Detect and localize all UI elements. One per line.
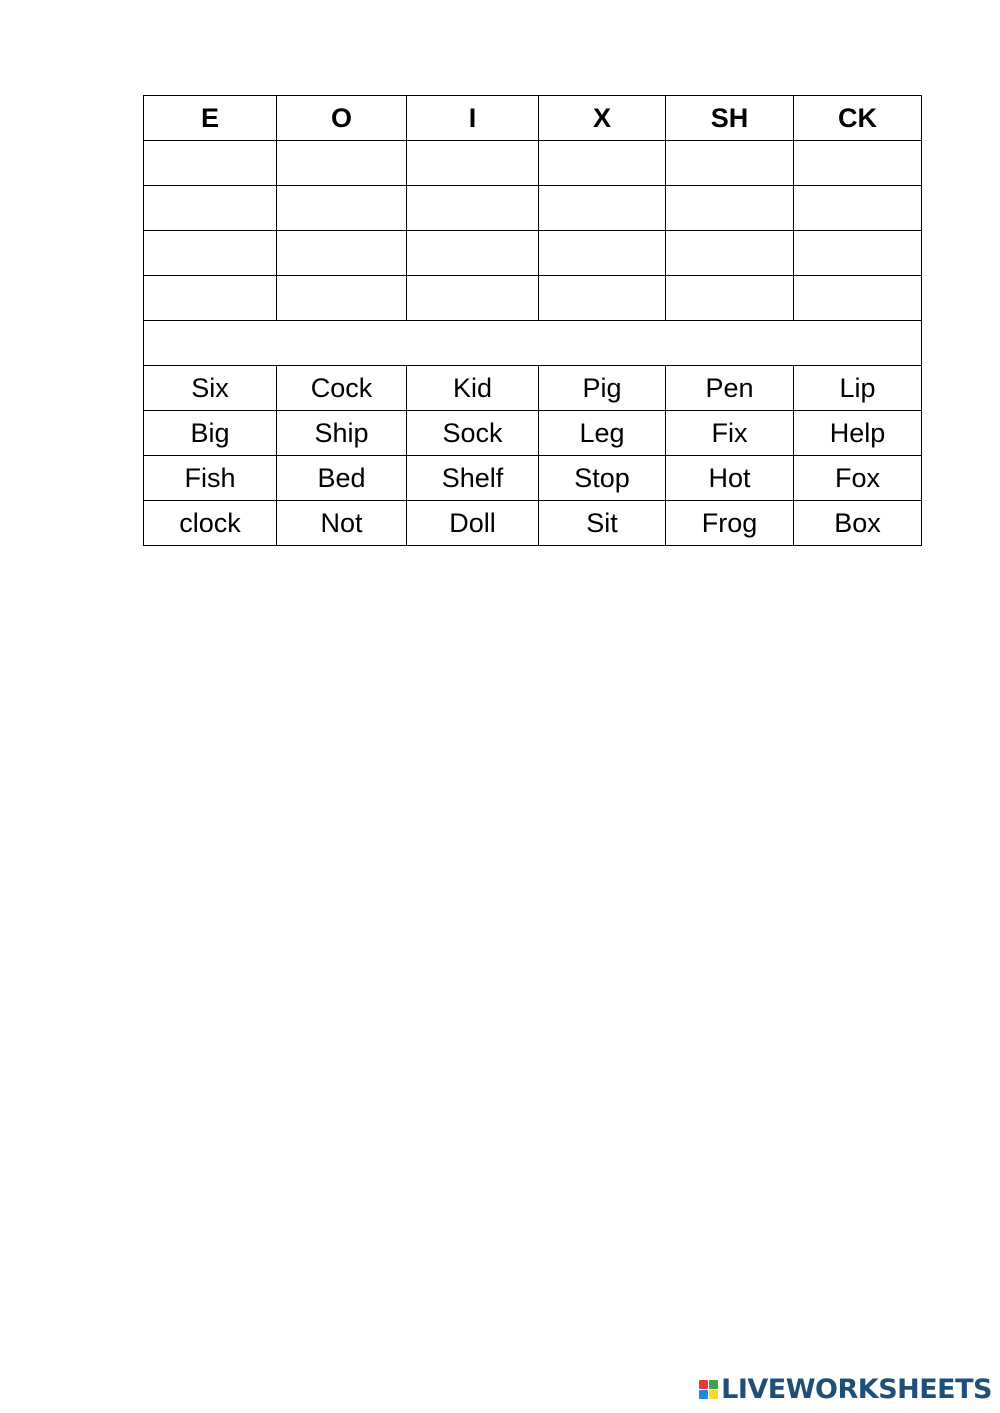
answer-row: [144, 276, 922, 321]
spacer-row: [144, 321, 922, 366]
answer-cell[interactable]: [144, 141, 277, 186]
word-row: [144, 501, 922, 546]
word-cell[interactable]: Not: [277, 501, 407, 546]
liveworksheets-logo-icon: [699, 1380, 718, 1399]
word-cell[interactable]: Bed: [277, 456, 407, 501]
answer-row: [144, 231, 922, 276]
answer-row: [144, 186, 922, 231]
column-header-x: X: [539, 96, 666, 141]
word-cell[interactable]: Cock: [277, 366, 407, 411]
column-header-ck: CK: [794, 96, 922, 141]
watermark-text: LIVEWORKSHEETS: [721, 1374, 992, 1405]
word-row: [144, 411, 922, 456]
word-cell[interactable]: Sit: [539, 501, 666, 546]
word-cell[interactable]: Doll: [407, 501, 539, 546]
word-cell[interactable]: Six: [144, 366, 277, 411]
answer-cell[interactable]: [407, 186, 539, 231]
header-row: [144, 96, 922, 141]
answer-cell[interactable]: [407, 231, 539, 276]
word-cell[interactable]: Fish: [144, 456, 277, 501]
answer-cell[interactable]: [277, 276, 407, 321]
liveworksheets-watermark: [699, 1374, 992, 1405]
column-header-o: O: [277, 96, 407, 141]
answer-row: [144, 141, 922, 186]
word-cell[interactable]: Ship: [277, 411, 407, 456]
answer-cell[interactable]: [539, 231, 666, 276]
answer-cell[interactable]: [539, 141, 666, 186]
column-header-sh: SH: [666, 96, 794, 141]
answer-cell[interactable]: [666, 141, 794, 186]
word-cell[interactable]: Frog: [666, 501, 794, 546]
answer-cell[interactable]: [794, 186, 922, 231]
answer-cell[interactable]: [407, 276, 539, 321]
answer-cell[interactable]: [666, 186, 794, 231]
answer-cell[interactable]: [794, 231, 922, 276]
word-cell[interactable]: Shelf: [407, 456, 539, 501]
word-cell[interactable]: Fix: [666, 411, 794, 456]
spacer-cell: [144, 321, 922, 366]
answer-cell[interactable]: [666, 276, 794, 321]
word-cell[interactable]: Stop: [539, 456, 666, 501]
word-cell[interactable]: Leg: [539, 411, 666, 456]
word-cell[interactable]: Pen: [666, 366, 794, 411]
answer-cell[interactable]: [407, 141, 539, 186]
word-row: [144, 456, 922, 501]
word-cell[interactable]: clock: [144, 501, 277, 546]
word-cell[interactable]: Fox: [794, 456, 922, 501]
answer-cell[interactable]: [277, 186, 407, 231]
word-cell[interactable]: Hot: [666, 456, 794, 501]
word-cell[interactable]: Help: [794, 411, 922, 456]
answer-cell[interactable]: [539, 276, 666, 321]
word-cell[interactable]: Pig: [539, 366, 666, 411]
answer-cell[interactable]: [539, 186, 666, 231]
answer-cell[interactable]: [666, 231, 794, 276]
answer-cell[interactable]: [277, 231, 407, 276]
sorting-table: [143, 95, 922, 546]
word-cell[interactable]: Lip: [794, 366, 922, 411]
answer-cell[interactable]: [277, 141, 407, 186]
answer-cell[interactable]: [794, 141, 922, 186]
word-cell[interactable]: Sock: [407, 411, 539, 456]
answer-cell[interactable]: [144, 231, 277, 276]
word-cell[interactable]: Kid: [407, 366, 539, 411]
answer-cell[interactable]: [794, 276, 922, 321]
word-cell[interactable]: Box: [794, 501, 922, 546]
column-header-e: E: [144, 96, 277, 141]
answer-cell[interactable]: [144, 276, 277, 321]
word-row: [144, 366, 922, 411]
answer-cell[interactable]: [144, 186, 277, 231]
column-header-i: I: [407, 96, 539, 141]
word-cell[interactable]: Big: [144, 411, 277, 456]
